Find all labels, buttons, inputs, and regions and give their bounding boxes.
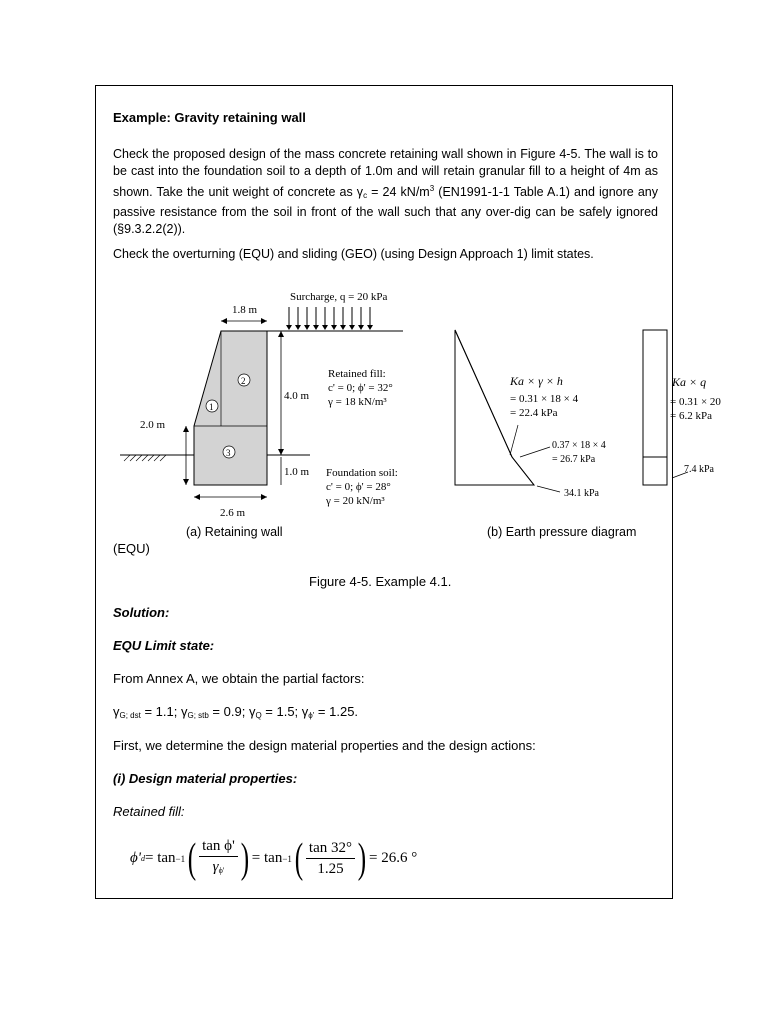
height-label: 4.0 m (284, 390, 310, 402)
ka-q-value: = 6.2 kPa (670, 410, 712, 422)
figure-caption: Figure 4-5. Example 4.1. (309, 574, 452, 589)
partial-factors: $\gamma_{G; dst} = 1.1$; $\gamma_{G; stb} = 0.9$; $\gamma_Q = 1.5$; $\gamma_{\phi'} = 1.25$. (113, 704, 359, 720)
annex-text: From Annex A, we obtain the partial factors: (113, 671, 365, 686)
retained-fill-gamma: γ = 18 kN/m³ (328, 396, 387, 408)
equ-limit-heading: EQU Limit state: (113, 638, 215, 653)
check-statement: Check the overturning (EQU) and sliding (GEO) (using Design Approach 1) limit states. (113, 247, 594, 261)
phi-design-equation: ϕ' d = tan −1 ( $\frac{\text{tan ϕ'}}{\gamma_{\phi'}}$ ) = tan −1 ( $\frac{\tan 32^\circ}{1.25}$ ) = 26.6 ° (130, 835, 418, 882)
mid-value: = 26.7 kPa (552, 454, 596, 465)
foundation-gamma: γ = 20 kN/m³ (326, 495, 385, 507)
surcharge-arrowheads (286, 325, 373, 330)
retained-fill-title: Retained fill: (328, 368, 386, 380)
ka-soil-label: Ka × γ × h (510, 374, 563, 388)
base-thickness-label: 2.0 m (140, 419, 166, 431)
problem-statement: Check the proposed design of the mass concrete retaining wall shown in Figure 4-5. The wall is to be cast into the foundation soil to a depth of 1.0m and will retain granular fill to a height of 4m as shown. Take the unit weight of concrete as $\gamma_c = 24$ $kN/m^3$ (EN1991-1-1 Table A.1) and ignore any passive resistance from the soil in front of the wall such that any over-dig can be safely ignored (§9.3.2.2(2)). (113, 147, 658, 237)
surcharge-label: Surcharge, q = 20 kPa (290, 291, 388, 303)
design-heading: (i) Design material properties: (113, 771, 298, 786)
retaining-wall-figure (95, 280, 721, 540)
top-width-label: 1.8 m (232, 304, 258, 316)
caption-equ: (EQU) (113, 541, 150, 556)
wall-body (194, 331, 267, 485)
first-text: First, we determine the design material properties and the design actions: (113, 738, 536, 753)
surcharge-pressure-rect (643, 330, 667, 485)
block-1-label: 1 (209, 402, 214, 412)
ground-hatch (124, 455, 166, 461)
embed-depth-label: 1.0 m (284, 466, 310, 478)
base-width-label: 2.6 m (220, 507, 246, 519)
solution-heading: Solution: (113, 605, 170, 620)
mid-calc: 0.37 × 18 × 4 (552, 440, 606, 451)
retained-fill-heading: Retained fill: (113, 804, 185, 819)
ka-q-label: Ka × q (672, 375, 707, 389)
q-bottom-value: 7.4 kPa (684, 464, 714, 475)
caption-b: (b) Earth pressure diagram (487, 525, 637, 539)
ka-soil-calc: = 0.31 × 18 × 4 (510, 393, 579, 405)
ka-q-calc: = 0.31 × 20 (670, 396, 721, 408)
foundation-title: Foundation soil: (326, 467, 398, 479)
foundation-props: c' = 0; ϕ' = 28° (326, 481, 391, 493)
surcharge-arrows (289, 307, 370, 326)
caption-a: (a) Retaining wall (186, 525, 283, 539)
block-3-label: 3 (226, 448, 231, 458)
ka-soil-value: = 22.4 kPa (510, 407, 558, 419)
example-title: Example: Gravity retaining wall (113, 110, 306, 125)
bottom-value: 34.1 kPa (564, 488, 599, 499)
retained-fill-props: c' = 0; ϕ' = 32° (328, 382, 393, 394)
block-2-label: 2 (241, 376, 246, 386)
